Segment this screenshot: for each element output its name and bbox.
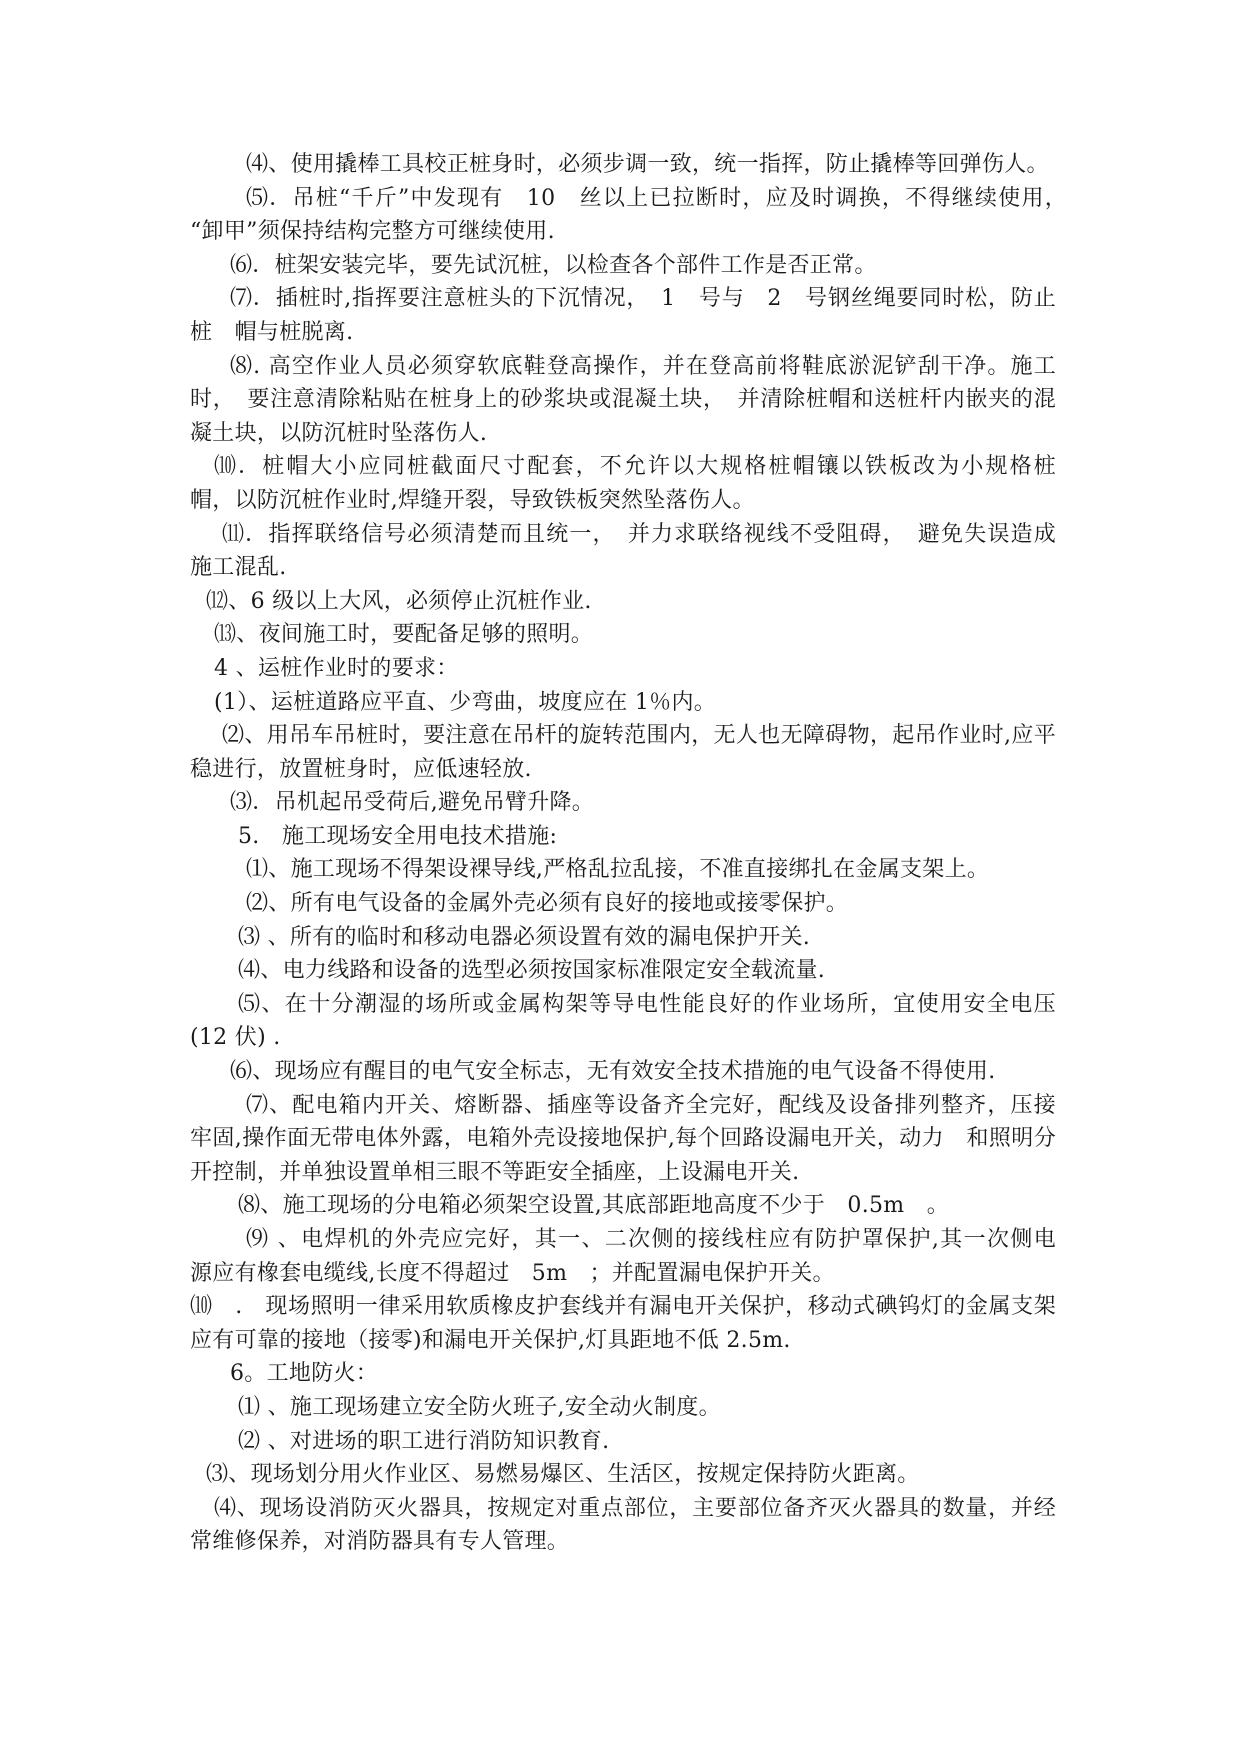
paragraph: ⑶．吊机起吊受荷后,避免吊臂升降。 — [230, 790, 595, 816]
paragraph: ⑹．桩架安装完毕，要先试沉桩，以检查各个部件工作是否正常。 — [230, 252, 877, 278]
paragraph: ⑷、现场设消防灭火器具，按规定对重点部位，主要部位备齐灭火器具的数量，并经常维修保养，对消防器具有专人管理。 — [190, 1495, 1056, 1555]
paragraph: ⑽ . 现场照明一律采用软质橡皮护套线并有漏电开关保护，移动式碘钨灯的金属支架应有可靠的接地（接零)和漏电开关保护,灯具距地不低 2.5m. — [190, 1294, 1056, 1353]
paragraph: (1）、运桩道路应平直、少弯曲，坡度应在 1％内。 — [214, 689, 717, 715]
paragraph: ⑸．吊桩“千斤”中发现有 10 丝以上已拉断时，应及时调换，不得继续使用， “卸甲”须保持结构完整方可继续使用. — [190, 185, 1079, 245]
paragraph: ⑷、电力线路和设备的选型必须按国家标准限定安全载流量. — [238, 958, 826, 984]
paragraph: ⒀、夜间施工时，要配备足够的照明。 — [214, 622, 594, 648]
paragraph: ⑵、用吊车吊桩时，要注意在吊杆的旋转范围内，无人也无障碍物，起吊作业时,应平稳进行，放置桩身时，应低速轻放. — [190, 723, 1056, 782]
paragraph: ⑿、6 级以上大风，必须停止沉桩作业. — [206, 588, 592, 614]
paragraph: ⑴、施工现场不得架设裸导线,严格乱拉乱接，不准直接绑扎在金属支架上。 — [246, 857, 990, 883]
paragraph: ⑽．桩帽大小应同桩截面尺寸配套，不允许以大规格桩帽镶以铁板改为小规格桩 帽，以防沉桩作业时,焊缝开裂，导致铁板突然坠落伤人。 — [190, 454, 1079, 513]
paragraph: ⑴ 、施工现场建立安全防火班子,安全动火制度。 — [238, 1394, 721, 1420]
paragraph: 4 、运桩作业时的要求： — [214, 655, 459, 681]
paragraph: ⑸、在十分潮湿的场所或金属构架等导电性能良好的作业场所，宜使用安全电压 (12 伏) . — [190, 991, 1079, 1051]
paragraph: ⑶ 、所有的临时和移动电器必须设置有效的漏电保护开关. — [238, 924, 811, 950]
paragraph: 6。工地防火： — [230, 1361, 379, 1387]
paragraph: ⑵ 、对进场的职工进行消防知识教育. — [238, 1428, 610, 1454]
paragraph: ⑼ 、电焊机的外壳应完好，其一、二次侧的接线柱应有防护罩保护,其一次侧电 源应有橡套电缆线,长度不得超过 5m ；并配置漏电保护开关。 — [190, 1227, 1079, 1286]
paragraph: ⑻、施工现场的分电箱必须架空设置,其底部距地高度不少于 0.5m 。 — [238, 1193, 950, 1219]
paragraph: ⑷、使用撬棒工具校正桩身时，必须步调一致，统一指挥，防止撬棒等回弹伤人。 — [246, 152, 1049, 177]
paragraph: ⑾．指挥联络信号必须清楚而且统一， 并力求联络视线不受阻碍， 避免失误造成 施工混乱. — [190, 521, 1079, 581]
paragraph: ⑺、配电箱内开关、熔断器、插座等设备齐全完好，配线及设备排列整齐，压接 牢固,操作面无带电体外露，电箱外壳设接地保护,每个回路设漏电开关，动力 和照明分开控制，并单独设置单相三眼不等距安全插座，上设漏电开关. — [190, 1092, 1079, 1185]
paragraph: ⑶、现场划分用火作业区、易燃易爆区、生活区，按规定保持防火距离。 — [206, 1462, 920, 1488]
paragraph: 5. 施工现场安全用电技术措施: — [238, 823, 558, 849]
paragraph: ⑺．插桩时,指挥要注意桩头的下沉情况， 1 号与 2 号钢丝绳要同时松，防止桩 帽与桩脱离. — [190, 286, 1056, 345]
paragraph: ⑻. 高空作业人员必须穿软底鞋登高操作，并在登高前将鞋底淤泥铲刮干净。施工时， 要注意清除粘贴在桩身上的砂浆块或混凝土块， 并清除桩帽和送桩杆内嵌夹的混凝土块，以防沉桩时坠落伤人. — [190, 353, 1056, 446]
document-body — [190, 148, 1079, 1559]
paragraph: ⑵、所有电气设备的金属外壳必须有良好的接地或接零保护。 — [246, 891, 849, 917]
paragraph: ⑹、现场应有醒目的电气安全标志，无有效安全技术措施的电气设备不得使用. — [230, 1059, 996, 1085]
